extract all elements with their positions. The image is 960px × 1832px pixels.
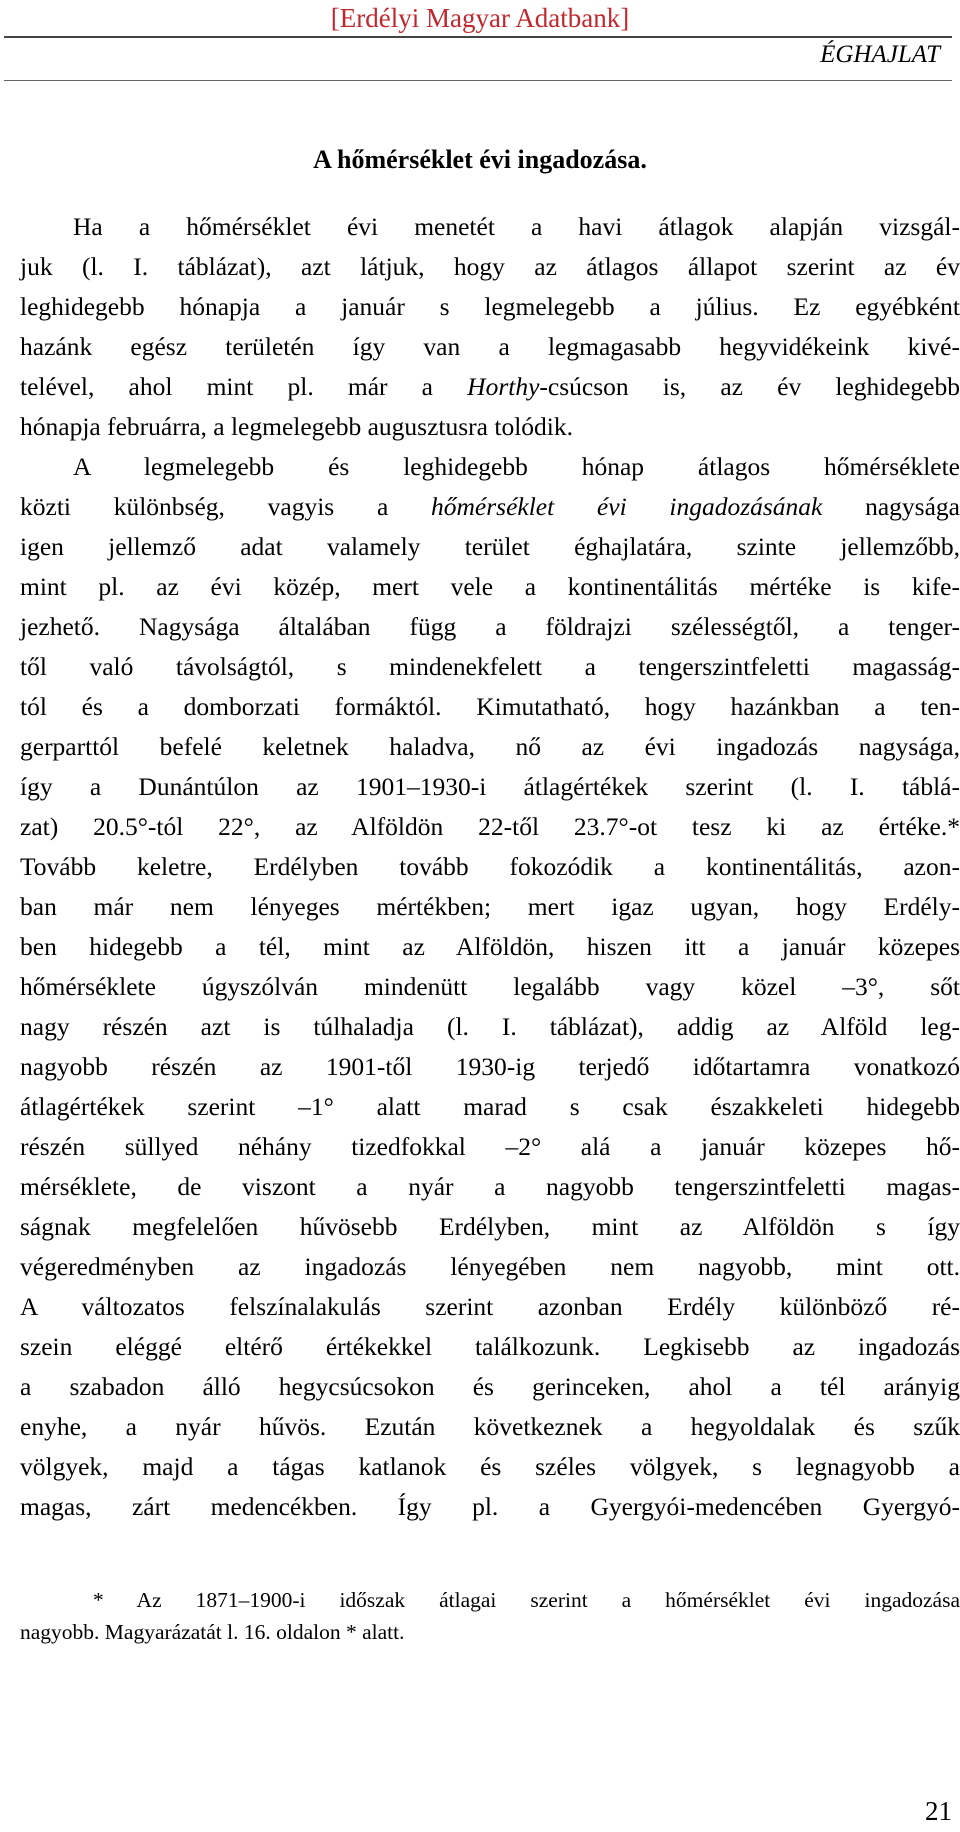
header-link[interactable]: [Erdélyi Magyar Adatbank] [330, 3, 630, 33]
text-line: Ha a hőmérséklet évi menetét a havi átlagok alapján vizsgál- [73, 212, 960, 241]
text-line: hazánk egész területén így van a legmagasabb hegyvidékeink kivé- [20, 332, 960, 361]
text-line: gerparttól befelé keletnek haladva, nő az évi ingadozás nagysága, [20, 732, 960, 761]
text-line: hőmérséklete úgyszólván mindenütt legalább vagy közel –3°, sőt [20, 972, 960, 1001]
footnote-line: nagyobb. Magyarázatát l. 16. oldalon * alatt. [20, 1620, 405, 1644]
section-title: A hőmérséklet évi ingadozása. [313, 145, 647, 174]
running-head: ÉGHAJLAT [820, 41, 940, 68]
italic-phrase: Horthy [467, 372, 540, 401]
text-line: igen jellemző adat valamely terület éghajlatára, szinte jellemzőbb, [20, 532, 960, 561]
footnote [20, 1584, 960, 1648]
header-rule-bottom [4, 80, 952, 81]
header-rule-top [4, 36, 952, 38]
text-line: ságnak megfelelően hűvösebb Erdélyben, mint az Alföldön s így [20, 1212, 960, 1241]
text-line: völgyek, majd a tágas katlanok és széles völgyek, s legnagyobb a [20, 1452, 960, 1481]
text-line: mint pl. az évi közép, mert vele a kontinentálitás mértéke is kife- [20, 572, 960, 601]
text-line: ban már nem lényeges mértékben; mert igaz ugyan, hogy Erdély- [20, 892, 960, 921]
text-line: telével, ahol mint pl. már a Horthy-csúcson is, az év leghidegebb [20, 372, 960, 401]
text-line: végeredményben az ingadozás lényegében nem nagyobb, mint ott. [20, 1252, 960, 1281]
text-line: ben hidegebb a tél, mint az Alföldön, hiszen itt a január közepes [20, 932, 960, 961]
text-line: szein eléggé eltérő értékekkel találkozunk. Legkisebb az ingadozás [20, 1332, 960, 1361]
text-line: így a Dunántúlon az 1901–1930-i átlagértékek szerint (l. I. táblá- [20, 772, 960, 801]
text-line: magas, zárt medencékben. Így pl. a Gyergyói-medencében Gyergyó- [20, 1492, 960, 1521]
text-line: juk (l. I. táblázat), azt látjuk, hogy az átlagos állapot szerint az év [20, 252, 960, 281]
text-line: től való távolságtól, s mindenekfelett a tengerszintfeletti magasság- [20, 652, 960, 681]
text-line: jezhető. Nagysága általában függ a földrajzi szélességtől, a tenger- [20, 612, 960, 641]
text-line: A legmelegebb és leghidegebb hónap átlagos hőmérséklete [73, 452, 960, 481]
text-line: enyhe, a nyár hűvös. Ezután következnek a hegyoldalak és szűk [20, 1412, 960, 1441]
text-line: részén süllyed néhány tizedfokkal –2° alá a január közepes hő- [20, 1132, 960, 1161]
text-line: Tovább keletre, Erdélyben tovább fokozódik a kontinentálitás, azon- [20, 852, 960, 881]
text-line: nagyobb részén az 1901-től 1930-ig terjedő időtartamra vonatkozó [20, 1052, 960, 1081]
page-number: 21 [925, 1796, 952, 1826]
body-text [20, 207, 960, 1527]
text-line: hónapja februárra, a legmelegebb augusztusra tolódik. [20, 412, 573, 441]
text-line: leghidegebb hónapja a január s legmelegebb a július. Ez egyébként [20, 292, 960, 321]
text-line: a szabadon álló hegycsúcsokon és gerinceken, ahol a tél arányig [20, 1372, 960, 1401]
text-line: zat) 20.5°-tól 22°, az Alföldön 22-től 23.7°-ot tesz ki az értéke.* [20, 812, 960, 841]
text-line: átlagértékek szerint –1° alatt marad s csak északkeleti hidegebb [20, 1092, 960, 1121]
text-line: mérséklete, de viszont a nyár a nagyobb tengerszintfeletti magas- [20, 1172, 960, 1201]
text-line: közti különbség, vagyis a hőmérséklet évi ingadozásának nagysága [20, 492, 960, 521]
italic-phrase: hőmérséklet évi ingadozásának [431, 492, 823, 521]
footnote-line: * Az 1871–1900-i időszak átlagai szerint a hőmérséklet évi ingadozása [93, 1588, 960, 1612]
text-line: A változatos felszínalakulás szerint azonban Erdély különböző ré- [20, 1292, 960, 1321]
text-line: tól és a domborzati formáktól. Kimutatható, hogy hazánkban a ten- [20, 692, 960, 721]
text-line: nagy részén azt is túlhaladja (l. I. táblázat), addig az Alföld leg- [20, 1012, 960, 1041]
